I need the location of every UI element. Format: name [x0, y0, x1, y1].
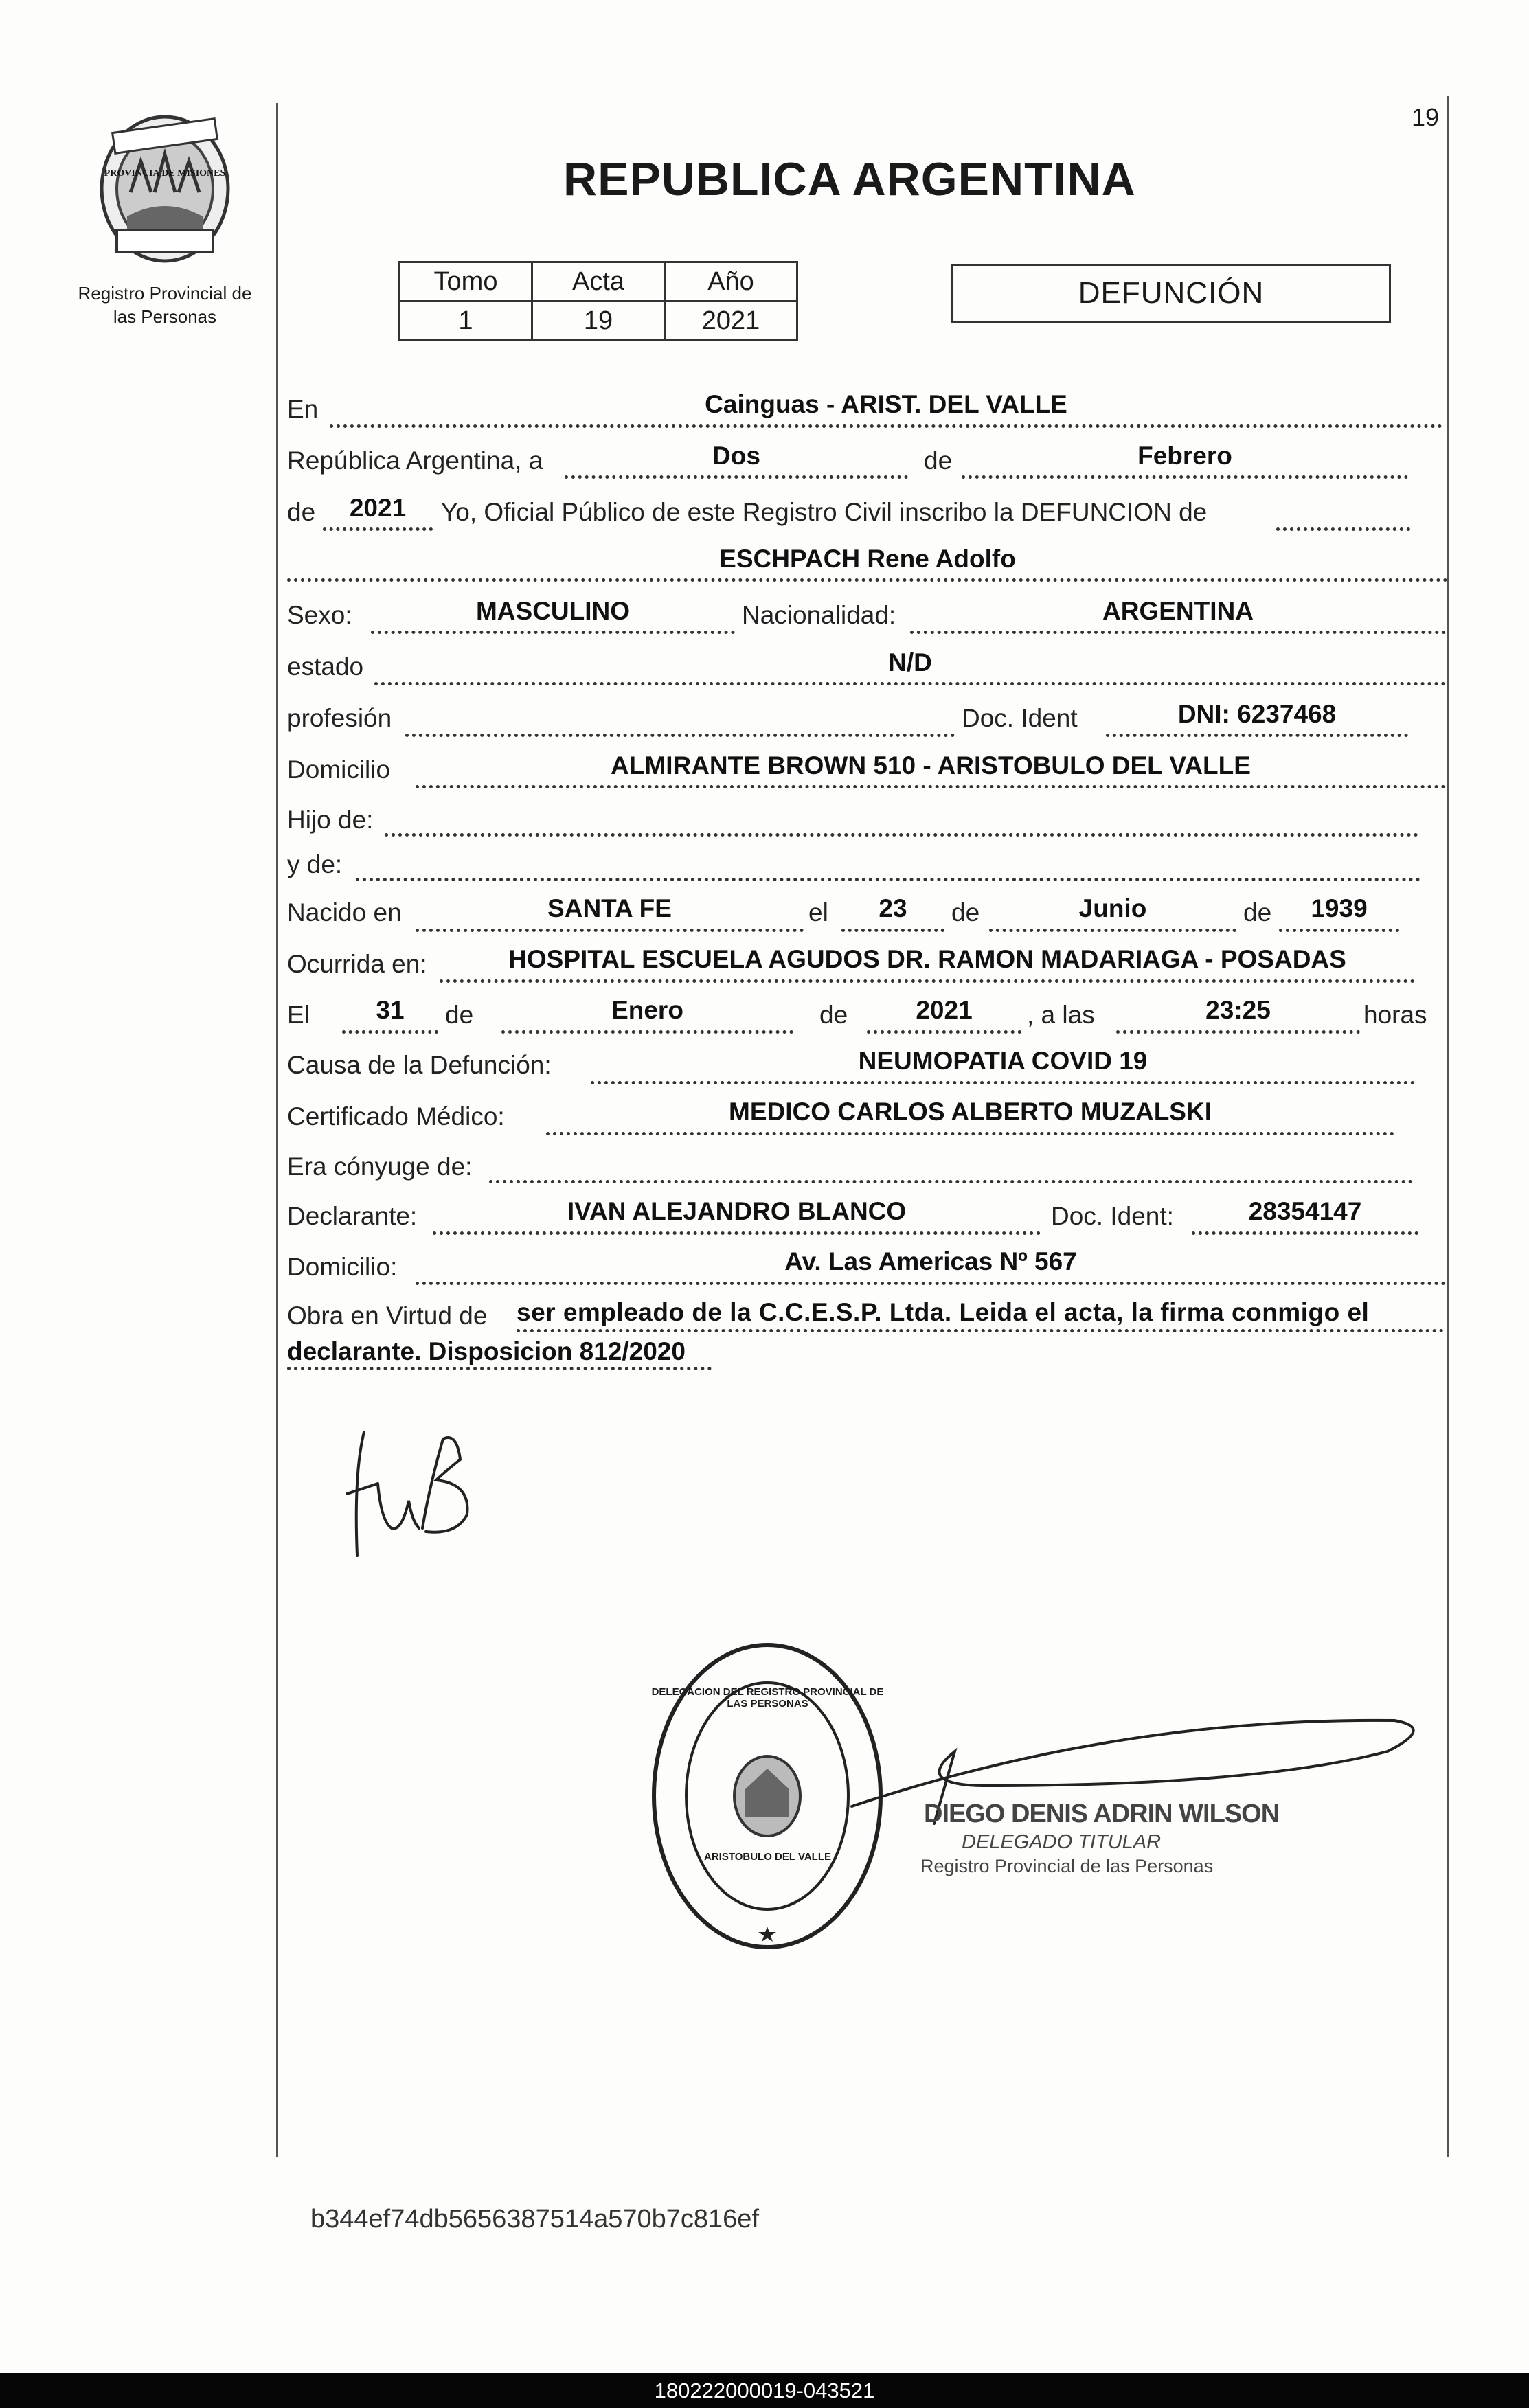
document-hash: b344ef74db5656387514a570b7c816ef — [310, 2205, 759, 2234]
obra-line-2: declarante. Disposicion 812/2020 — [287, 1337, 686, 1365]
hijo-underline — [385, 833, 1418, 837]
declarant-signature — [340, 1418, 484, 1563]
estado-underline — [374, 682, 1446, 685]
ocurrida-label: Ocurrida en: — [287, 950, 427, 978]
nacionalidad-underline — [910, 631, 1446, 634]
domicilio2-underline — [416, 1282, 1446, 1285]
death-year-value: 2021 — [916, 996, 973, 1024]
footer-code: 180222000019-043521 — [654, 2378, 875, 2403]
sexo-value: MASCULINO — [475, 597, 631, 625]
conyuge-label: Era cónyuge de: — [287, 1152, 473, 1181]
causa-label: Causa de la Defunción: — [287, 1051, 552, 1079]
doc2-label: Doc. Ident: — [1051, 1202, 1174, 1230]
book-value-ano: 2021 — [665, 302, 797, 341]
hijo-label: Hijo de: — [287, 806, 374, 834]
book-value-acta: 19 — [532, 302, 665, 341]
de-label-1: de — [924, 446, 953, 475]
sexo-label: Sexo: — [287, 601, 352, 629]
logo-text: PROVINCIA DE MISIONES — [104, 168, 226, 179]
page-number: 19 — [1412, 103, 1440, 131]
doc2-underline — [1192, 1231, 1418, 1235]
doc-label: Doc. Ident — [962, 704, 1078, 732]
profesion-underline — [405, 734, 955, 737]
birth-day-underline — [841, 929, 944, 932]
seal-outer-text: DELEGACION DEL REGISTRO PROVINCIAL DE LAS PERSONAS — [651, 1686, 884, 1710]
book-header-ano: Año — [665, 262, 797, 302]
seal-inner-text: ARISTOBULO DEL VALLE — [703, 1851, 831, 1863]
book-value-tomo: 1 — [400, 302, 532, 341]
profesion-label: profesión — [287, 704, 392, 732]
causa-underline — [591, 1081, 1415, 1084]
book-table — [398, 261, 798, 341]
obra-label: Obra en Virtud de — [287, 1302, 488, 1330]
sexo-underline — [371, 631, 735, 634]
death-day-value: 31 — [376, 996, 405, 1024]
location-value: Cainguas - ARIST. DEL VALLE — [705, 390, 1067, 418]
estado-value: N/D — [888, 648, 932, 677]
domicilio2-value: Av. Las Americas Nº 567 — [784, 1247, 1077, 1275]
book-header-tomo: Tomo — [400, 262, 532, 302]
year-underline — [323, 527, 433, 531]
book-header-acta: Acta — [532, 262, 665, 302]
domicilio-label: Domicilio — [287, 756, 391, 784]
page-title: REPUBLICA ARGENTINA — [563, 153, 1136, 205]
el-label: el — [808, 898, 828, 927]
domicilio-underline — [416, 785, 1446, 788]
nacido-value: SANTA FE — [547, 894, 672, 922]
domicilio2-label: Domicilio: — [287, 1253, 398, 1281]
certificado-underline — [546, 1132, 1394, 1135]
obra-underline-2 — [287, 1367, 712, 1370]
birth-year-underline — [1279, 929, 1399, 932]
domicilio-value: ALMIRANTE BROWN 510 - ARISTOBULO DEL VALLE — [611, 751, 1251, 780]
birth-de-label-2: de — [1243, 898, 1272, 927]
month-value: Febrero — [1137, 442, 1232, 470]
official-office: Registro Provincial de las Personas — [920, 1856, 1214, 1876]
nacionalidad-value: ARGENTINA — [1102, 597, 1254, 625]
official-title: DELEGADO TITULAR — [962, 1831, 1162, 1853]
death-time-underline — [1116, 1030, 1360, 1034]
yde-underline — [356, 878, 1420, 881]
footer-code-bar — [0, 2373, 1529, 2408]
death-year-underline — [867, 1030, 1021, 1034]
deceased-underline — [287, 578, 1448, 582]
declarante-underline — [433, 1231, 1041, 1235]
nacido-label: Nacido en — [287, 898, 402, 927]
statement-underline — [1276, 527, 1410, 531]
logo-caption: Registro Provincial de las Personas — [78, 283, 252, 327]
causa-value: NEUMOPATIA COVID 19 — [858, 1047, 1148, 1075]
day-value: Dos — [712, 442, 760, 470]
record-type-box: DEFUNCIÓN — [951, 264, 1391, 323]
death-time-value: 23:25 — [1205, 996, 1271, 1024]
birth-de-label-1: de — [951, 898, 980, 927]
obra-line-1: ser empleado de la C.C.E.S.P. Ltda. Leida el acta, la firma conmigo el — [517, 1298, 1370, 1326]
horas-label: horas — [1363, 1001, 1427, 1029]
death-month-underline — [501, 1030, 793, 1034]
month-underline — [962, 475, 1408, 479]
ocurrida-underline — [440, 979, 1415, 983]
doc-underline — [1106, 734, 1408, 737]
province-logo — [93, 113, 237, 268]
declarante-label: Declarante: — [287, 1202, 418, 1230]
doc-value: DNI: 6237468 — [1177, 700, 1337, 728]
birth-day-value: 23 — [879, 894, 907, 922]
declarante-value: IVAN ALEJANDRO BLANCO — [567, 1197, 907, 1225]
nacionalidad-label: Nacionalidad: — [742, 601, 896, 629]
birth-year-value: 1939 — [1311, 894, 1368, 922]
day-underline — [565, 475, 908, 479]
death-day-underline — [342, 1030, 438, 1034]
el2-label: El — [287, 1001, 310, 1029]
location-underline — [330, 424, 1442, 428]
right-margin-rule — [1447, 96, 1449, 2157]
nacido-underline — [416, 929, 804, 932]
obra-underline-1 — [517, 1329, 1444, 1332]
certificado-value: MEDICO CARLOS ALBERTO MUZALSKI — [729, 1098, 1212, 1126]
de-label-2: de — [287, 498, 316, 526]
republica-label: República Argentina, a — [287, 446, 543, 475]
yde-label: y de: — [287, 850, 343, 878]
doc2-value: 28354147 — [1248, 1197, 1362, 1225]
alas-label: , a las — [1027, 1001, 1095, 1029]
estado-label: estado — [287, 652, 364, 681]
conyuge-underline — [489, 1180, 1413, 1183]
death-month-value: Enero — [611, 996, 683, 1024]
death-de-label-1: de — [445, 1001, 474, 1029]
birth-month-value: Junio — [1078, 894, 1147, 922]
ocurrida-value: HOSPITAL ESCUELA AGUDOS DR. RAMON MADARIAGA - POSADAS — [508, 945, 1346, 973]
official-name: DIEGO DENIS ADRIN WILSON — [924, 1799, 1280, 1828]
certificado-label: Certificado Médico: — [287, 1102, 505, 1131]
year-value: 2021 — [349, 494, 407, 522]
death-de-label-2: de — [819, 1001, 848, 1029]
en-label: En — [287, 395, 319, 423]
statement-text: Yo, Oficial Público de este Registro Civil inscribo la DEFUNCION de — [441, 498, 1208, 526]
left-margin-rule — [276, 103, 278, 2157]
deceased-name: ESCHPACH Rene Adolfo — [719, 545, 1016, 573]
birth-month-underline — [989, 929, 1236, 932]
